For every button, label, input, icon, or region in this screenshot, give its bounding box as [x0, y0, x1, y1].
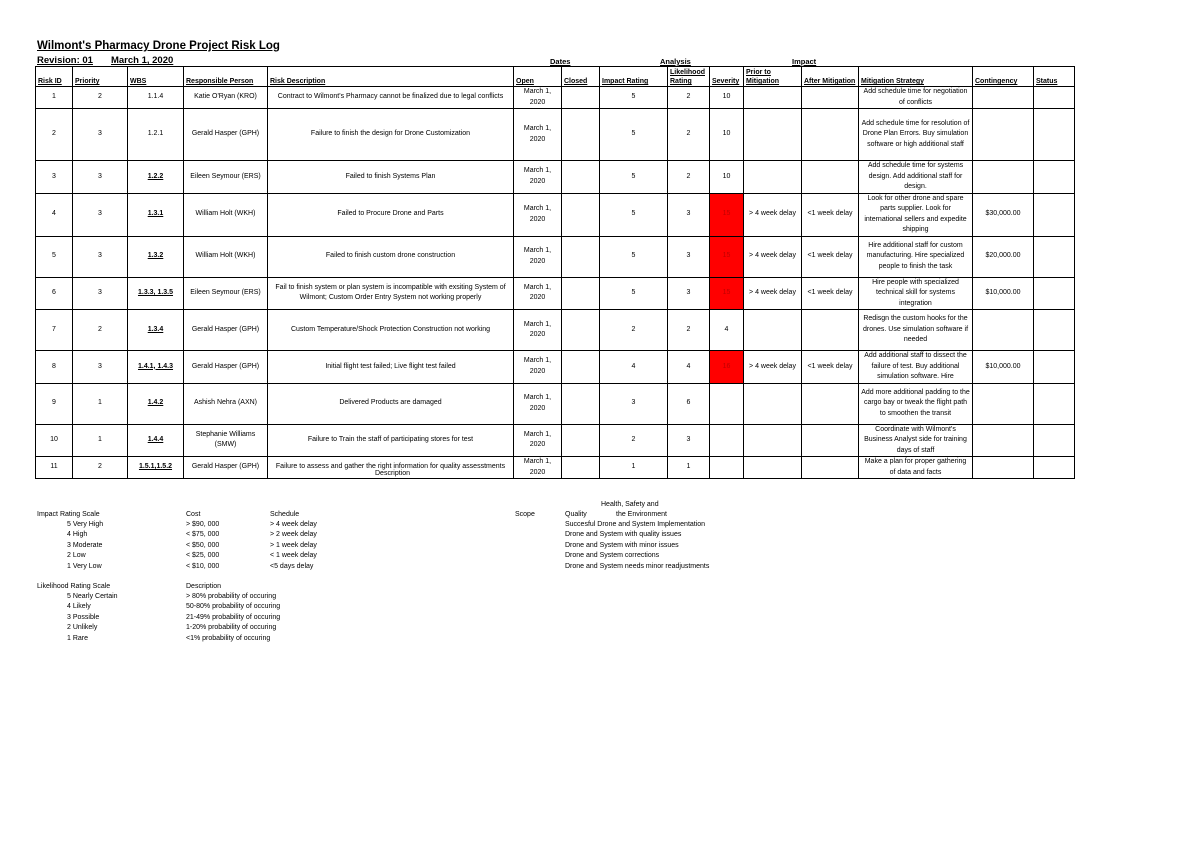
cell-open: March 1, 2020: [514, 193, 562, 236]
cell-contingency: $30,000.00: [973, 193, 1034, 236]
cell-prior: [744, 424, 802, 457]
cell-id: 10: [36, 424, 73, 457]
cell-contingency: $10,000.00: [973, 277, 1034, 310]
legend-item: Succesful Drone and System Implementation: [565, 521, 706, 528]
hse-header-line2: the Environment: [616, 511, 667, 518]
cell-likelihood: 6: [668, 383, 710, 424]
legend-item: > 80% probability of occuring: [186, 593, 277, 600]
cell-status: [1034, 457, 1075, 479]
cell-strategy: Hire additional staff for custom manufacturing. Hire specialized people to finish the task: [859, 236, 973, 277]
legend-item: > 1 week delay: [270, 541, 317, 549]
legend-item: 1-20% probability of occuring: [186, 624, 277, 632]
cell-wbs: 1.2.1: [128, 109, 184, 161]
impact-costs: [186, 520, 219, 572]
column-header: Risk ID: [36, 67, 73, 87]
cell-prior: > 4 week delay: [744, 351, 802, 384]
cell-likelihood: 4: [668, 351, 710, 384]
table-row: [36, 193, 1075, 236]
cell-desc: Custom Temperature/Shock Protection Construction not working: [268, 310, 514, 351]
cell-status: [1034, 424, 1075, 457]
cell-wbs: 1.4.1, 1.4.3: [128, 351, 184, 384]
legend-item: < $25, 000: [186, 552, 220, 560]
column-header: Impact Rating: [600, 67, 668, 87]
cell-status: [1034, 277, 1075, 310]
cell-closed: [562, 383, 600, 424]
group-analysis: Analysis: [660, 57, 691, 66]
likelihood-descs: [186, 592, 280, 644]
cell-open: March 1, 2020: [514, 277, 562, 310]
cell-closed: [562, 351, 600, 384]
legend-item: < 1 week delay: [270, 552, 317, 560]
cell-strategy: Add schedule time for resolution of Drone Plan Errors. Buy simulation software or high additional staff: [859, 109, 973, 161]
cell-id: 11: [36, 457, 73, 479]
cell-priority: 2: [73, 87, 128, 109]
cell-id: 1: [36, 87, 73, 109]
table-row: [36, 457, 1075, 479]
cell-id: 5: [36, 236, 73, 277]
cell-prior: [744, 109, 802, 161]
cell-closed: [562, 236, 600, 277]
cell-desc: Failed to finish Systems Plan: [268, 161, 514, 194]
cell-open: March 1, 2020: [514, 109, 562, 161]
cell-person: William Holt (WKH): [184, 236, 268, 277]
legend-item: <1% probability of occuring: [186, 634, 271, 642]
cell-closed: [562, 161, 600, 194]
cell-prior: [744, 87, 802, 109]
cell-impact: 2: [600, 310, 668, 351]
cell-person: Ashish Nehra (AXN): [184, 383, 268, 424]
cell-impact: 5: [600, 87, 668, 109]
cell-desc: Failed to finish custom drone construction: [268, 236, 514, 277]
legend-item: 2 Unlikely: [67, 624, 98, 632]
cell-status: [1034, 310, 1075, 351]
likelihood-desc-header: Description: [186, 583, 222, 590]
revision-date: March 1, 2020: [110, 55, 174, 66]
cell-impact: 1: [600, 457, 668, 479]
table-row: [36, 87, 1075, 109]
cell-impact: 4: [600, 351, 668, 384]
cell-desc: Fail to finish system or plan system is incompatible with exsiting System of Wilmont; Custom Order Entry System not working properly: [268, 277, 514, 310]
legend-item: 3 Moderate: [67, 541, 103, 549]
cell-strategy: Redisgn the custom hooks for the drones. Use simulation software if needed: [859, 310, 973, 351]
cell-likelihood: 3: [668, 236, 710, 277]
cell-person: Eileen Seymour (ERS): [184, 277, 268, 310]
cell-prior: > 4 week delay: [744, 236, 802, 277]
legend-item: 50-80% probability of occuring: [186, 603, 281, 611]
cell-person: Gerald Hasper (GPH): [184, 310, 268, 351]
impact-schedules: [270, 520, 317, 572]
cell-desc: Failure to Train the staff of participating stores for test: [268, 424, 514, 457]
column-header: Prior to Mitigation: [744, 67, 802, 87]
description-label: Description: [375, 470, 411, 477]
cell-likelihood: 1: [668, 457, 710, 479]
cell-impact: 5: [600, 109, 668, 161]
cell-open: March 1, 2020: [514, 161, 562, 194]
cell-severity: 16: [710, 351, 744, 384]
cell-after: <1 week delay: [802, 277, 859, 310]
cell-closed: [562, 193, 600, 236]
cell-contingency: [973, 424, 1034, 457]
cell-prior: [744, 310, 802, 351]
cell-priority: 2: [73, 310, 128, 351]
cell-after: [802, 87, 859, 109]
cell-open: March 1, 2020: [514, 457, 562, 479]
legend-item: 4 High: [67, 531, 88, 539]
legend-item: < $75, 000: [186, 531, 220, 539]
impact-levels: [67, 520, 103, 572]
cell-closed: [562, 109, 600, 161]
column-header: Contingency: [973, 67, 1034, 87]
cell-id: 8: [36, 351, 73, 384]
legend-item: <5 days delay: [270, 562, 314, 570]
cell-wbs: 1.3.1: [128, 193, 184, 236]
table-row: [36, 351, 1075, 384]
document-title: Wilmont's Pharmacy Drone Project Risk Log: [37, 40, 280, 52]
cell-desc: Failure to assess and gather the right information for quality assesstments: [268, 457, 514, 479]
cell-priority: 3: [73, 161, 128, 194]
cell-person: Katie O'Ryan (KRO): [184, 87, 268, 109]
cell-open: March 1, 2020: [514, 424, 562, 457]
column-header: Likelihood Rating: [668, 67, 710, 87]
cell-status: [1034, 87, 1075, 109]
likelihood-levels: [67, 592, 118, 644]
cell-strategy: Add more additional padding to the cargo bay or tweak the flight path to smoothen the transit: [859, 383, 973, 424]
cell-priority: 3: [73, 236, 128, 277]
cell-open: March 1, 2020: [514, 351, 562, 384]
cell-wbs: 1.5.1,1.5.2: [128, 457, 184, 479]
legend-item: 2 Low: [67, 552, 86, 560]
cell-desc: Failed to Procure Drone and Parts: [268, 193, 514, 236]
cell-contingency: [973, 87, 1034, 109]
cell-severity: 10: [710, 109, 744, 161]
column-header: Mitigation Strategy: [859, 67, 973, 87]
legend-item: Drone and System needs minor readjustments: [565, 562, 710, 570]
cell-impact: 5: [600, 236, 668, 277]
cell-id: 6: [36, 277, 73, 310]
cell-severity: 15: [710, 236, 744, 277]
cell-status: [1034, 383, 1075, 424]
cell-after: <1 week delay: [802, 351, 859, 384]
cell-wbs: 1.3.2: [128, 236, 184, 277]
impact-scale-title: Impact Rating Scale: [37, 511, 100, 518]
cell-wbs: 1.1.4: [128, 87, 184, 109]
cell-severity: [710, 383, 744, 424]
legend-item: 3 Possible: [67, 613, 100, 621]
cell-strategy: Make a plan for proper gathering of data and facts: [859, 457, 973, 479]
column-header: Priority: [73, 67, 128, 87]
column-header: Severity: [710, 67, 744, 87]
cell-person: Gerald Hasper (GPH): [184, 109, 268, 161]
cell-open: March 1, 2020: [514, 383, 562, 424]
table-row: [36, 383, 1075, 424]
quality-header: Quality: [565, 511, 587, 518]
likelihood-scale-title: Likelihood Rating Scale: [37, 583, 111, 590]
cell-severity: [710, 457, 744, 479]
cell-closed: [562, 457, 600, 479]
cell-contingency: $20,000.00: [973, 236, 1034, 277]
cell-strategy: Look for other drone and spare parts supplier. Look for international sellers and expedite shipping: [859, 193, 973, 236]
table-row: [36, 424, 1075, 457]
legend-item: 4 Likely: [67, 603, 91, 611]
cell-after: <1 week delay: [802, 193, 859, 236]
cell-person: Gerald Hasper (GPH): [184, 351, 268, 384]
legend-item: Drone and System corrections: [565, 552, 660, 560]
cell-wbs: 1.4.2: [128, 383, 184, 424]
cell-prior: [744, 383, 802, 424]
cell-contingency: $10,000.00: [973, 351, 1034, 384]
cell-closed: [562, 424, 600, 457]
cell-after: [802, 424, 859, 457]
cell-status: [1034, 193, 1075, 236]
cell-closed: [562, 277, 600, 310]
cell-desc: Initial flight test failed; Live flight test failed: [268, 351, 514, 384]
column-header: After Mitigation: [802, 67, 859, 87]
table-row: [36, 161, 1075, 194]
cell-contingency: [973, 161, 1034, 194]
legend-item: < $10, 000: [186, 562, 220, 570]
cell-wbs: 1.3.4: [128, 310, 184, 351]
cell-open: March 1, 2020: [514, 236, 562, 277]
cell-severity: 15: [710, 193, 744, 236]
cell-person: Stephanie Williams (SMW): [184, 424, 268, 457]
cell-strategy: Hire people with specialized technical skill for systems integration: [859, 277, 973, 310]
cell-id: 7: [36, 310, 73, 351]
cell-priority: 2: [73, 457, 128, 479]
legend-item: 5 Very High: [67, 521, 104, 528]
table-row: [36, 310, 1075, 351]
cell-after: <1 week delay: [802, 236, 859, 277]
cell-prior: [744, 457, 802, 479]
cell-prior: > 4 week delay: [744, 277, 802, 310]
cell-after: [802, 383, 859, 424]
cell-severity: 4: [710, 310, 744, 351]
column-header: Responsible Person: [184, 67, 268, 87]
cell-desc: Delivered Products are damaged: [268, 383, 514, 424]
cell-desc: Contract to Wilmont's Pharmacy cannot be finalized due to legal conflicts: [268, 87, 514, 109]
cell-open: March 1, 2020: [514, 310, 562, 351]
cell-contingency: [973, 109, 1034, 161]
cell-id: 9: [36, 383, 73, 424]
cell-severity: [710, 424, 744, 457]
legend-item: 5 Nearly Certain: [67, 593, 118, 600]
cell-prior: [744, 161, 802, 194]
cell-contingency: [973, 383, 1034, 424]
column-header: WBS: [128, 67, 184, 87]
legend-item: > 4 week delay: [270, 521, 317, 528]
table-body: [36, 87, 1075, 479]
scope-header: Scope: [515, 511, 535, 518]
cell-impact: 3: [600, 383, 668, 424]
revision-label: Revision: 01: [37, 55, 93, 66]
cell-impact: 5: [600, 161, 668, 194]
legend-item: Drone and System with quality issues: [565, 531, 682, 539]
legend-item: Drone and System with minor issues: [565, 541, 679, 549]
cell-closed: [562, 87, 600, 109]
cell-person: Gerald Hasper (GPH): [184, 457, 268, 479]
cell-desc: Failure to finish the design for Drone Customization: [268, 109, 514, 161]
cell-status: [1034, 109, 1075, 161]
column-header: Open: [514, 67, 562, 87]
cell-severity: 15: [710, 277, 744, 310]
cell-status: [1034, 161, 1075, 194]
impact-quality: [565, 520, 709, 572]
table-row: [36, 236, 1075, 277]
legend-item: 1 Rare: [67, 634, 89, 642]
table-row: [36, 109, 1075, 161]
column-header: Risk Description: [268, 67, 514, 87]
legend-item: < $50, 000: [186, 541, 220, 549]
cell-likelihood: 2: [668, 161, 710, 194]
cell-status: [1034, 236, 1075, 277]
cell-strategy: Add schedule time for negotiation of conflicts: [859, 87, 973, 109]
cell-impact: 5: [600, 193, 668, 236]
cell-strategy: Coordinate with Wilmont's Business Analyst side for training days of staff: [859, 424, 973, 457]
cell-wbs: 1.4.4: [128, 424, 184, 457]
cell-closed: [562, 310, 600, 351]
cell-impact: 2: [600, 424, 668, 457]
group-dates: Dates: [550, 57, 571, 66]
cell-after: [802, 457, 859, 479]
cell-contingency: [973, 457, 1034, 479]
cell-likelihood: 2: [668, 109, 710, 161]
revision-line: [37, 55, 173, 66]
cell-id: 4: [36, 193, 73, 236]
cell-id: 3: [36, 161, 73, 194]
cell-priority: 3: [73, 277, 128, 310]
cell-id: 2: [36, 109, 73, 161]
legend-item: 1 Very Low: [67, 562, 102, 570]
cell-likelihood: 3: [668, 424, 710, 457]
cell-likelihood: 3: [668, 277, 710, 310]
cell-priority: 3: [73, 109, 128, 161]
cell-person: Eileen Seymour (ERS): [184, 161, 268, 194]
cell-status: [1034, 351, 1075, 384]
table-row: [36, 277, 1075, 310]
cell-priority: 1: [73, 424, 128, 457]
cell-impact: 5: [600, 277, 668, 310]
table-header-row: [36, 67, 1075, 87]
legend-item: > 2 week delay: [270, 531, 317, 539]
cost-header: Cost: [186, 511, 201, 518]
cell-after: [802, 109, 859, 161]
hse-header-line1: Health, Safety and: [601, 501, 659, 508]
risk-log-table: [35, 66, 1075, 479]
cell-priority: 3: [73, 351, 128, 384]
cell-wbs: 1.2.2: [128, 161, 184, 194]
cell-severity: 10: [710, 87, 744, 109]
cell-severity: 10: [710, 161, 744, 194]
cell-likelihood: 3: [668, 193, 710, 236]
column-header: Status: [1034, 67, 1075, 87]
cell-likelihood: 2: [668, 310, 710, 351]
cell-priority: 1: [73, 383, 128, 424]
legend-item: 21-49% probability of occuring: [186, 613, 281, 621]
cell-wbs: 1.3.3, 1.3.5: [128, 277, 184, 310]
group-impact: Impact: [792, 57, 817, 66]
cell-strategy: Add additional staff to dissect the failure of test. Buy additional simulation software. Hire: [859, 351, 973, 384]
hse-header: [601, 500, 659, 510]
legend-item: > $90, 000: [186, 521, 220, 528]
schedule-header: Schedule: [270, 511, 300, 518]
cell-strategy: Add schedule time for systems design. Add additional staff for design.: [859, 161, 973, 194]
cell-contingency: [973, 310, 1034, 351]
column-header: Closed: [562, 67, 600, 87]
cell-after: [802, 310, 859, 351]
cell-likelihood: 2: [668, 87, 710, 109]
cell-person: William Holt (WKH): [184, 193, 268, 236]
cell-priority: 3: [73, 193, 128, 236]
cell-open: March 1, 2020: [514, 87, 562, 109]
cell-after: [802, 161, 859, 194]
cell-prior: > 4 week delay: [744, 193, 802, 236]
